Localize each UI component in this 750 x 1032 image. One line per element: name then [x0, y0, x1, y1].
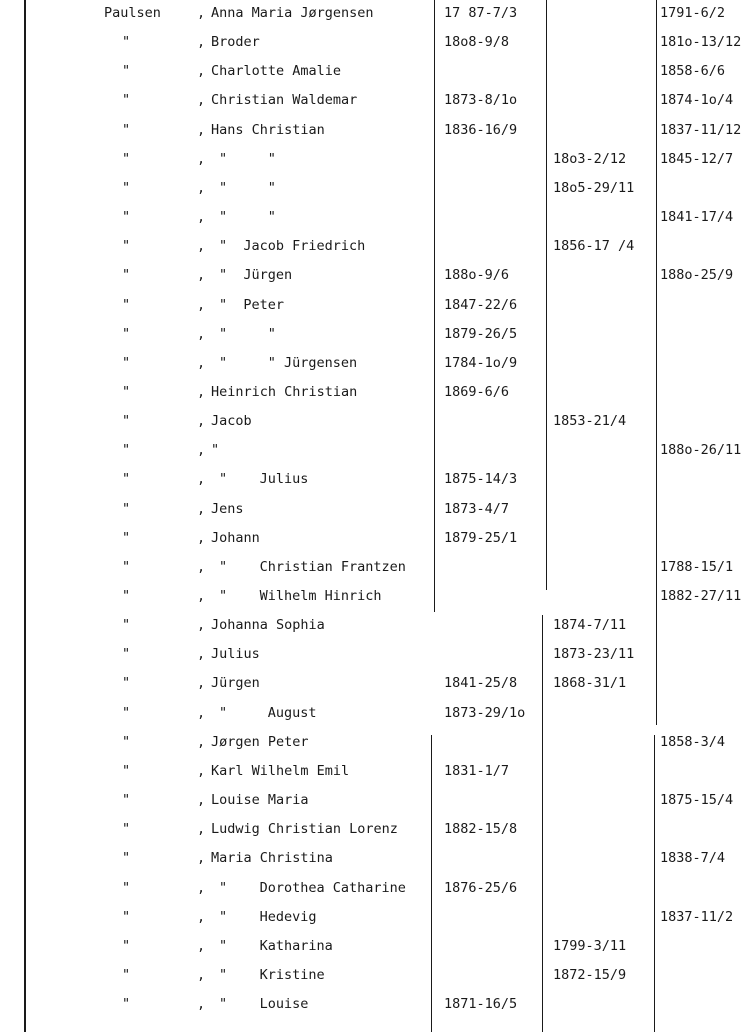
given-name-cell: Anna Maria Jørgensen	[211, 5, 374, 21]
given-name-cell: " "	[219, 150, 276, 167]
table-row	[0, 120, 750, 140]
date-column-1-cell: 1836-16/9	[444, 121, 518, 138]
given-name-cell: Jens	[211, 500, 244, 517]
comma-separator: ,	[197, 296, 206, 313]
given-name-cell: " Louise	[219, 996, 309, 1013]
table-row	[0, 90, 750, 110]
comma-separator: ,	[197, 937, 206, 954]
comma-separator: ,	[197, 413, 206, 430]
given-name-cell: " "	[219, 209, 276, 226]
comma-separator: ,	[197, 850, 206, 867]
table-row	[0, 936, 750, 956]
surname-cell: "	[122, 792, 131, 809]
date-column-3-cell: 1845-12/7	[660, 150, 734, 167]
date-column-1-cell: 1879-26/5	[444, 325, 518, 342]
table-row	[0, 353, 750, 373]
given-name-cell: Karl Wilhelm Emil	[211, 762, 350, 779]
date-column-2-cell: 1799-3/11	[553, 937, 627, 954]
date-column-2-cell: 1868-31/1	[553, 675, 627, 692]
given-name-cell: " Wilhelm Hinrich	[219, 588, 382, 604]
date-column-1-cell: 18o8-9/8	[444, 34, 510, 51]
surname-cell: "	[122, 383, 131, 400]
surname-cell: "	[122, 121, 131, 138]
table-row	[0, 411, 750, 431]
comma-separator: ,	[197, 354, 206, 371]
given-name-cell: " Jacob Friedrich	[219, 238, 366, 255]
surname-cell: "	[122, 63, 131, 80]
comma-separator: ,	[197, 92, 206, 109]
table-row	[0, 644, 750, 664]
surname-cell: "	[122, 821, 131, 838]
surname-cell: "	[122, 937, 131, 954]
given-name-cell: Julius	[211, 646, 260, 663]
surname-cell: "	[122, 996, 131, 1013]
table-row	[0, 499, 750, 519]
date-column-1-cell: 1784-1o/9	[444, 354, 518, 371]
surname-cell: "	[122, 267, 131, 284]
table-row	[0, 732, 750, 752]
date-column-3-cell: 1882-27/11	[660, 588, 742, 604]
surname-cell: "	[122, 675, 131, 692]
given-name-cell: " Christian Frantzen	[219, 558, 406, 575]
comma-separator: ,	[197, 908, 206, 925]
table-row	[0, 586, 750, 606]
table-row	[0, 324, 750, 344]
surname-cell: "	[122, 850, 131, 867]
surname-cell: "	[122, 704, 131, 721]
given-name-cell: " Kristine	[219, 966, 325, 983]
table-row	[0, 673, 750, 693]
table-row	[0, 819, 750, 839]
date-column-2-cell: 1856-17 /4	[553, 238, 635, 255]
given-name-cell: Maria Christina	[211, 850, 333, 867]
comma-separator: ,	[197, 966, 206, 983]
table-row	[0, 32, 750, 52]
surname-cell: "	[122, 588, 131, 604]
date-column-3-cell: 181o-13/12	[660, 34, 742, 51]
comma-separator: ,	[197, 179, 206, 196]
surname-cell: "	[122, 617, 131, 634]
given-name-cell: " "	[219, 179, 276, 196]
comma-separator: ,	[197, 325, 206, 342]
table-row	[0, 236, 750, 256]
given-name-cell: " Hedevig	[219, 908, 317, 925]
surname-cell: "	[122, 733, 131, 750]
surname-cell: "	[122, 529, 131, 546]
date-column-1-cell: 1871-16/5	[444, 996, 518, 1013]
given-name-cell: Jürgen	[211, 675, 260, 692]
date-column-3-cell: 1858-3/4	[660, 733, 726, 750]
date-column-1-cell: 17 87-7/3	[444, 5, 518, 21]
table-row	[0, 761, 750, 781]
date-column-1-cell: 1869-6/6	[444, 383, 510, 400]
table-row	[0, 469, 750, 489]
given-name-cell: " "	[219, 325, 276, 342]
date-column-1-cell: 1876-25/6	[444, 879, 518, 896]
given-name-cell: Hans Christian	[211, 121, 325, 138]
comma-separator: ,	[197, 471, 206, 488]
date-column-3-cell: 1841-17/4	[660, 209, 734, 226]
date-column-1-cell: 1847-22/6	[444, 296, 518, 313]
date-column-1-cell: 1879-25/1	[444, 529, 518, 546]
comma-separator: ,	[197, 238, 206, 255]
date-column-1-cell: 1873-8/1o	[444, 92, 518, 109]
surname-cell: "	[122, 325, 131, 342]
date-column-2-cell: 1873-23/11	[553, 646, 635, 663]
given-name-cell: " Peter	[219, 296, 285, 313]
date-column-1-cell: 1841-25/8	[444, 675, 518, 692]
date-column-3-cell: 188o-25/9	[660, 267, 734, 284]
table-row	[0, 528, 750, 548]
table-row	[0, 907, 750, 927]
table-row	[0, 965, 750, 985]
date-column-3-cell: 1788-15/1	[660, 558, 734, 575]
given-name-cell: " Julius	[219, 471, 309, 488]
comma-separator: ,	[197, 675, 206, 692]
table-row	[0, 61, 750, 81]
surname-cell: "	[122, 908, 131, 925]
surname-cell: "	[122, 471, 131, 488]
surname-cell: "	[122, 209, 131, 226]
surname-cell: "	[122, 296, 131, 313]
surname-cell: "	[122, 646, 131, 663]
surname-cell: "	[122, 354, 131, 371]
given-name-cell: Jacob	[211, 413, 252, 430]
table-row	[0, 790, 750, 810]
comma-separator: ,	[197, 121, 206, 138]
comma-separator: ,	[197, 733, 206, 750]
comma-separator: ,	[197, 150, 206, 167]
given-name-cell: Christian Waldemar	[211, 92, 358, 109]
date-column-1-cell: 1875-14/3	[444, 471, 518, 488]
comma-separator: ,	[197, 442, 206, 459]
surname-cell: "	[122, 92, 131, 109]
surname-cell: "	[122, 558, 131, 575]
date-column-2-cell: 1874-7/11	[553, 617, 627, 634]
date-column-1-cell: 1882-15/8	[444, 821, 518, 838]
date-column-3-cell: 188o-26/11	[660, 442, 742, 459]
table-row	[0, 848, 750, 868]
comma-separator: ,	[197, 704, 206, 721]
comma-separator: ,	[197, 209, 206, 226]
comma-separator: ,	[197, 879, 206, 896]
given-name-cell: Charlotte Amalie	[211, 63, 342, 80]
surname-cell: "	[122, 442, 131, 459]
date-column-3-cell: 1838-7/4	[660, 850, 726, 867]
given-name-cell: Jørgen Peter	[211, 733, 309, 750]
comma-separator: ,	[197, 588, 206, 604]
surname-cell: "	[122, 150, 131, 167]
table-row	[0, 615, 750, 635]
table-row	[0, 440, 750, 460]
date-column-3-cell: 1837-11/12	[660, 121, 742, 138]
comma-separator: ,	[197, 63, 206, 80]
date-column-3-cell: 1791-6/2	[660, 5, 726, 21]
date-column-3-cell: 1874-1o/4	[660, 92, 734, 109]
date-column-3-cell: 1837-11/2	[660, 908, 734, 925]
given-name-cell: " Katharina	[219, 937, 333, 954]
given-name-cell: " Jürgen	[219, 267, 293, 284]
table-row	[0, 149, 750, 169]
given-name-cell: Johann	[211, 529, 260, 546]
table-row	[0, 994, 750, 1014]
surname-cell: "	[122, 413, 131, 430]
table-row	[0, 382, 750, 402]
surname-cell: "	[122, 34, 131, 51]
comma-separator: ,	[197, 267, 206, 284]
given-name-cell: Louise Maria	[211, 792, 309, 809]
table-row	[0, 703, 750, 723]
comma-separator: ,	[197, 792, 206, 809]
comma-separator: ,	[197, 383, 206, 400]
comma-separator: ,	[197, 558, 206, 575]
comma-separator: ,	[197, 762, 206, 779]
date-column-1-cell: 1831-1/7	[444, 762, 510, 779]
surname-cell: "	[122, 762, 131, 779]
comma-separator: ,	[197, 996, 206, 1013]
surname-cell: "	[122, 966, 131, 983]
date-column-2-cell: 18o5-29/11	[553, 179, 635, 196]
comma-separator: ,	[197, 617, 206, 634]
table-row	[0, 878, 750, 898]
date-column-2-cell: 1853-21/4	[553, 413, 627, 430]
date-column-1-cell: 1873-29/1o	[444, 704, 526, 721]
comma-separator: ,	[197, 34, 206, 51]
given-name-cell: Heinrich Christian	[211, 383, 358, 400]
comma-separator: ,	[197, 529, 206, 546]
date-column-2-cell: 1872-15/9	[553, 966, 627, 983]
surname-cell: "	[122, 238, 131, 255]
table-row	[0, 207, 750, 227]
date-column-1-cell: 1873-4/7	[444, 500, 510, 517]
comma-separator: ,	[197, 646, 206, 663]
comma-separator: ,	[197, 821, 206, 838]
table-row	[0, 265, 750, 285]
given-name-cell: Johanna Sophia	[211, 617, 325, 634]
given-name-cell: Ludwig Christian Lorenz	[211, 821, 398, 838]
date-column-2-cell: 18o3-2/12	[553, 150, 627, 167]
date-column-3-cell: 1875-15/4	[660, 792, 734, 809]
surname-cell: "	[122, 500, 131, 517]
table-row	[0, 295, 750, 315]
surname-cell: "	[122, 179, 131, 196]
comma-separator: ,	[197, 500, 206, 517]
table-row	[0, 3, 750, 23]
table-row	[0, 178, 750, 198]
given-name-cell: "	[211, 442, 220, 459]
given-name-cell: Broder	[211, 34, 260, 51]
surname-cell: Paulsen	[104, 5, 161, 21]
table-row	[0, 557, 750, 577]
given-name-cell: " " Jürgensen	[219, 354, 358, 371]
date-column-1-cell: 188o-9/6	[444, 267, 510, 284]
comma-separator: ,	[197, 5, 206, 21]
given-name-cell: " Dorothea Catharine	[219, 879, 406, 896]
surname-cell: "	[122, 879, 131, 896]
date-column-3-cell: 1858-6/6	[660, 63, 726, 80]
given-name-cell: " August	[219, 704, 317, 721]
